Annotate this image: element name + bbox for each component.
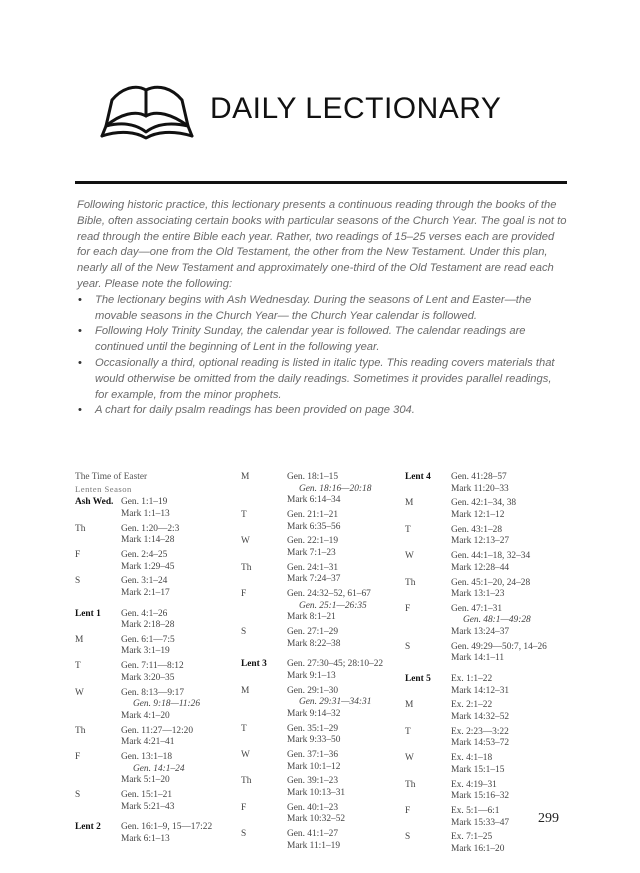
reading: Gen. 43:1–28 [451, 524, 503, 535]
lectionary-day [75, 550, 235, 573]
day-label: Lent 2 [75, 822, 101, 833]
readings [451, 674, 565, 697]
day-label: M [405, 498, 414, 509]
bullet-icon: • [78, 293, 82, 306]
day-label: Lent 3 [241, 659, 267, 670]
page-title: DAILY LECTIONARY [210, 92, 502, 125]
day-label: Ash Wed. [75, 497, 114, 508]
reading: Gen. 41:1–27 [287, 829, 339, 840]
lectionary-day [241, 750, 401, 773]
readings [451, 551, 565, 574]
day-label: M [405, 700, 414, 711]
reading: Gen. 11:27—12:20 [121, 725, 194, 736]
reading: Gen. 1:20—2:3 [121, 523, 180, 534]
reading: Mark 14:1–11 [451, 653, 505, 664]
reading: Mark 4:1–20 [121, 710, 170, 721]
day-label: M [241, 472, 250, 482]
reading: Gen. 40:1–23 [287, 802, 339, 813]
day-label: F [75, 549, 81, 560]
lectionary-day [241, 659, 401, 682]
lectionary-day [405, 700, 565, 723]
readings [287, 510, 401, 533]
header [100, 80, 580, 150]
readings [287, 589, 401, 624]
bullet-text: A chart for daily psalm readings has been provided on page 304. [95, 404, 415, 417]
lectionary-column-3 [405, 472, 565, 855]
reading: Mark 1:1–13 [121, 508, 170, 519]
lectionary-day [75, 576, 235, 599]
readings [121, 635, 235, 658]
reading: Gen. 22:1–19 [287, 536, 339, 547]
reading: Gen. 37:1–36 [287, 749, 339, 760]
reading: Ex. 7:1–25 [451, 832, 493, 843]
day-label: F [241, 589, 247, 600]
reading: Mark 6:1–13 [121, 833, 170, 844]
readings [451, 780, 565, 803]
reading: Mark 6:14–34 [287, 495, 341, 506]
lectionary-day [241, 776, 401, 799]
lectionary-day [405, 578, 565, 601]
day-label: W [405, 551, 414, 562]
reading: Mark 9:33–50 [287, 735, 341, 746]
reading: Mark 10:13–31 [287, 787, 346, 798]
open-book-icon [100, 80, 195, 140]
readings [287, 724, 401, 747]
readings [121, 661, 235, 684]
lectionary-column-2 [241, 472, 401, 852]
bullet-icon: • [78, 356, 82, 369]
reading: Gen. 1:1–19 [121, 497, 168, 508]
optional-reading: Gen. 29:31—34:31 [299, 697, 372, 708]
lectionary-day [75, 752, 235, 787]
reading: Ex. 4:19–31 [451, 779, 497, 790]
lectionary-day [405, 498, 565, 521]
optional-reading: Gen. 48:1—49:28 [463, 615, 531, 626]
reading: Mark 2:1–17 [121, 587, 170, 598]
lectionary-day [405, 525, 565, 548]
day-label: Th [75, 725, 86, 736]
lectionary-day [75, 726, 235, 749]
readings [121, 822, 235, 845]
divider [75, 181, 567, 184]
reading: Gen. 39:1–23 [287, 776, 339, 787]
readings [287, 686, 401, 721]
reading: Gen. 8:13—9:17 [121, 687, 185, 698]
reading: Mark 15:16–32 [451, 791, 510, 802]
day-label: F [405, 805, 411, 816]
lectionary-day [75, 822, 235, 845]
reading: Gen. 24:1–31 [287, 562, 339, 573]
lectionary-day [405, 674, 565, 697]
intro [77, 198, 567, 419]
day-label: F [75, 751, 81, 762]
reading: Gen. 44:1–18, 32–34 [451, 551, 531, 562]
reading: Mark 5:21–43 [121, 801, 175, 812]
reading: Gen. 49:29—50:7, 14–26 [451, 641, 547, 652]
reading: Ex. 2:1–22 [451, 700, 493, 711]
reading: Gen. 6:1—7:5 [121, 634, 175, 645]
reading: Gen. 15:1–21 [121, 789, 173, 800]
reading: Mark 1:14–28 [121, 535, 175, 546]
day-label: T [241, 509, 247, 520]
reading: Ex. 1:1–22 [451, 674, 493, 685]
reading: Gen. 41:28–57 [451, 472, 507, 482]
lectionary-day [405, 780, 565, 803]
bullet-item [77, 324, 567, 356]
lectionary-day [241, 724, 401, 747]
readings [451, 498, 565, 521]
lectionary-day [405, 832, 565, 855]
lectionary-day [75, 635, 235, 658]
reading: Ex. 2:23—3:22 [451, 726, 509, 737]
bullet-icon: • [78, 404, 82, 417]
lectionary-day [405, 472, 565, 495]
day-label: Lent 1 [75, 608, 101, 619]
readings [451, 727, 565, 750]
readings [121, 688, 235, 723]
readings [451, 832, 565, 855]
readings [287, 829, 401, 852]
lectionary-day [241, 803, 401, 826]
lectionary-day [241, 563, 401, 586]
reading: Mark 5:1–20 [121, 775, 170, 786]
lectionary-day [241, 472, 401, 507]
reading: Mark 11:20–33 [451, 483, 509, 494]
lectionary-day [405, 642, 565, 665]
reading: Gen. 29:1–30 [287, 685, 339, 696]
bullet-text: Following Holy Trinity Sunday, the calendar year is followed. The calendar readings are continued until the beginning of Lent in the following year. [95, 325, 526, 354]
reading: Mark 12:13–27 [451, 536, 510, 547]
reading: Gen. 35:1–29 [287, 723, 339, 734]
reading: Ex. 4:1–18 [451, 753, 493, 764]
day-label: T [75, 661, 81, 672]
readings [121, 752, 235, 787]
day-label: W [405, 753, 414, 764]
reading: Mark 13:24–37 [451, 627, 510, 638]
lectionary-day [75, 524, 235, 547]
day-label: Lent 5 [405, 674, 431, 685]
lectionary-day [405, 604, 565, 639]
day-label: T [405, 726, 411, 737]
readings [451, 578, 565, 601]
reading: Gen. 2:4–25 [121, 549, 168, 560]
readings [287, 803, 401, 826]
day-label: F [405, 603, 411, 614]
readings [121, 790, 235, 813]
optional-reading: Gen. 14:1–24 [133, 763, 185, 774]
page-number: 299 [538, 811, 559, 826]
bullet-icon: • [78, 325, 82, 338]
readings [287, 472, 401, 507]
lectionary-day [241, 589, 401, 624]
day-label: Lent 4 [405, 472, 431, 482]
day-label: Th [241, 562, 252, 573]
day-label: S [405, 832, 411, 843]
reading: Mark 1:29–45 [121, 561, 175, 572]
reading: Mark 14:32–52 [451, 712, 510, 722]
reading: Gen. 27:1–29 [287, 627, 339, 638]
reading: Gen. 24:32–52, 61–67 [287, 589, 371, 600]
reading: Mark 13:1–23 [451, 589, 505, 600]
readings [451, 700, 565, 723]
reading: Gen. 45:1–20, 24–28 [451, 577, 531, 588]
bullet-item [77, 293, 567, 325]
day-label: Th [405, 577, 416, 588]
reading: Gen. 21:1–21 [287, 509, 339, 520]
intro-bullets [77, 293, 567, 419]
intro-paragraph: Following historic practice, this lectionary presents a continuous reading through the books of the Bible, often associating certain books with particular seasons of the Church Year. The goal is not to read through the entire Bible each year. Rather, two readings of 15–25 verses each are provided for each day—one from the Old Testament, the other from the New Testament. Under this plan, nearly all of the New Testament and approximately one-third of the Old Testament are read each year. Please note the following: [77, 199, 567, 290]
reading: Gen. 3:1–24 [121, 576, 168, 587]
readings [121, 726, 235, 749]
reading: Mark 10:32–52 [287, 814, 346, 825]
lectionary-day [75, 661, 235, 684]
lectionary-day [75, 790, 235, 813]
bullet-text: Occasionally a third, optional reading is listed in italic type. This reading covers materials that would otherwise be omitted from the daily readings. Sometimes it provides parallel readings, for example, from the minor prophets. [95, 356, 555, 401]
optional-reading: Gen. 25:1—26:35 [299, 600, 367, 611]
optional-reading: Gen. 9:18—11:26 [133, 699, 201, 710]
reading: Mark 6:35–56 [287, 521, 341, 532]
reading: Mark 7:24–37 [287, 574, 341, 585]
readings [287, 627, 401, 650]
lectionary-day [75, 609, 235, 632]
reading: Gen. 27:30–45; 28:10–22 [287, 659, 384, 670]
day-label: W [75, 687, 84, 698]
readings [121, 550, 235, 573]
optional-reading: Gen. 18:16—20:18 [299, 483, 372, 494]
reading: Mark 16:1–20 [451, 843, 505, 854]
reading: Mark 8:22–38 [287, 638, 341, 649]
day-label: T [241, 723, 247, 734]
bullet-item [77, 356, 567, 403]
section-subtitle: Lenten Season [75, 483, 132, 494]
reading: Gen. 42:1–34, 38 [451, 498, 517, 509]
reading: Mark 2:18–28 [121, 620, 175, 631]
reading: Mark 8:1–21 [287, 612, 336, 623]
readings [121, 576, 235, 599]
reading: Mark 15:33–47 [451, 817, 510, 828]
section-title: The Time of Easter [75, 472, 148, 482]
reading: Mark 14:53–72 [451, 738, 510, 749]
lectionary-day [75, 497, 235, 520]
day-label: F [241, 802, 247, 813]
readings [287, 536, 401, 559]
day-label: Th [405, 779, 416, 790]
lectionary-day [241, 829, 401, 852]
day-label: Th [241, 776, 252, 787]
reading: Mark 3:1–19 [121, 646, 170, 657]
day-label: Th [75, 523, 86, 534]
day-label: W [241, 749, 250, 760]
bullet-text: The lectionary begins with Ash Wednesday. During the seasons of Lent and Easter—the movable seasons in the Church Year— the Church Year calendar is followed. [95, 293, 532, 322]
reading: Mark 4:21–41 [121, 737, 175, 748]
day-label: M [241, 685, 250, 696]
readings [451, 604, 565, 639]
lectionary-column-1 [75, 472, 235, 845]
lectionary-day [241, 536, 401, 559]
reading: Mark 12:1–12 [451, 509, 505, 520]
lectionary-day [241, 627, 401, 650]
readings [287, 659, 401, 682]
lectionary-day [405, 551, 565, 574]
reading: Mark 10:1–12 [287, 761, 341, 772]
readings [121, 609, 235, 632]
readings [451, 472, 565, 495]
readings [287, 563, 401, 586]
reading: Gen. 7:11—8:12 [121, 661, 184, 672]
reading: Gen. 13:1–18 [121, 751, 173, 762]
readings [287, 776, 401, 799]
readings [121, 524, 235, 547]
lectionary-day [405, 727, 565, 750]
reading: Gen. 16:1–9, 15—17:22 [121, 822, 213, 833]
reading: Mark 9:1–13 [287, 670, 336, 681]
lectionary-day [241, 686, 401, 721]
lectionary-day [405, 753, 565, 776]
reading: Gen. 4:1–26 [121, 608, 168, 619]
reading: Gen. 47:1–31 [451, 603, 503, 614]
reading: Mark 12:28–44 [451, 562, 510, 573]
bullet-item [77, 403, 567, 419]
readings [287, 750, 401, 773]
day-label: W [241, 536, 250, 547]
reading: Gen. 18:1–15 [287, 472, 339, 482]
lectionary-day [75, 688, 235, 723]
reading: Mark 11:1–19 [287, 840, 341, 851]
reading: Mark 7:1–23 [287, 547, 336, 558]
day-label: T [405, 524, 411, 535]
day-label: S [405, 641, 411, 652]
readings [451, 642, 565, 665]
readings [451, 525, 565, 548]
reading: Ex. 5:1—6:1 [451, 805, 500, 816]
reading: Mark 15:1–15 [451, 764, 505, 775]
readings [451, 753, 565, 776]
lectionary-day [241, 510, 401, 533]
day-label: S [75, 789, 81, 800]
day-label: S [241, 627, 247, 638]
reading: Mark 9:14–32 [287, 708, 341, 719]
day-label: S [75, 576, 81, 587]
day-label: S [241, 829, 247, 840]
readings [121, 497, 235, 520]
day-label: M [75, 634, 84, 645]
reading: Mark 3:20–35 [121, 672, 175, 683]
reading: Mark 14:12–31 [451, 685, 510, 696]
